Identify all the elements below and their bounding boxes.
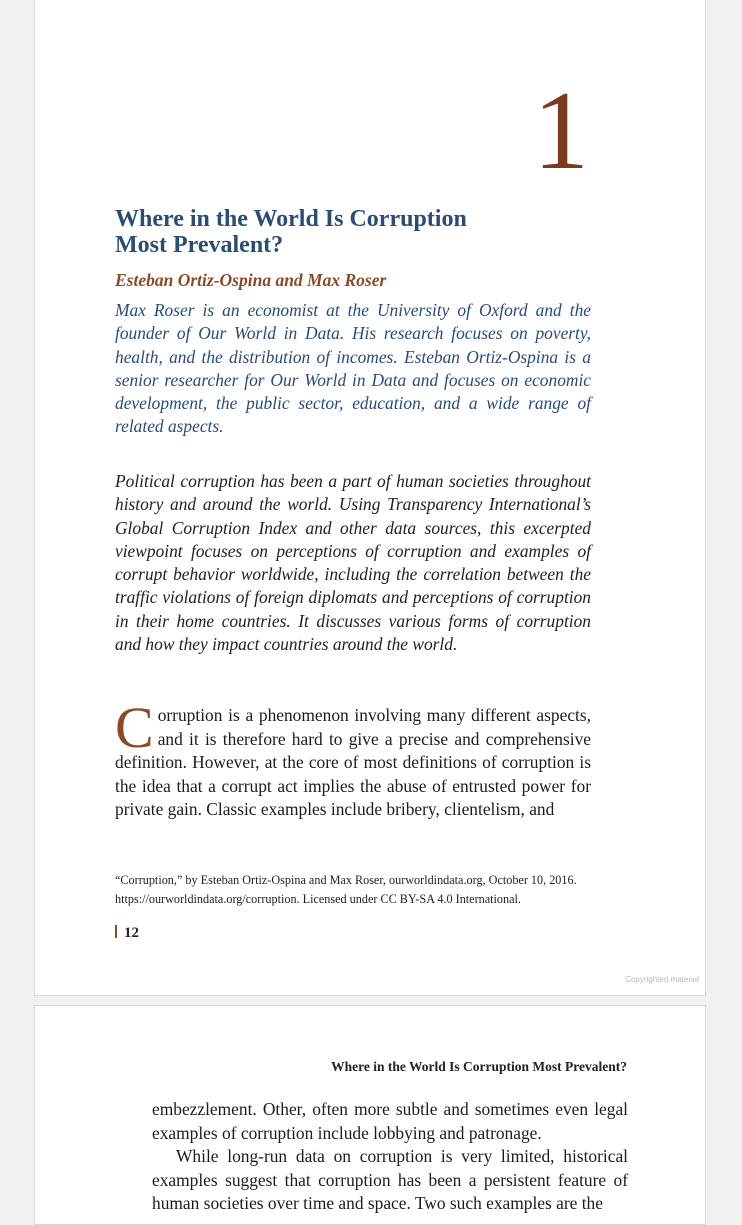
drop-cap: C bbox=[115, 695, 154, 760]
body-text: orruption is a phenomenon involving many different aspects, and it is therefore hard to give a precise and comprehensive definition. However, at the core of most definitions of corruption is the idea that a corrupt act implies the abuse of entrusted power for private gain. Classic examples include bribery, clientelism, and bbox=[115, 705, 591, 819]
chapter-title-line1: Where in the World Is Corruption bbox=[115, 206, 467, 232]
running-head: Where in the World Is Corruption Most Prevalent? bbox=[331, 1059, 627, 1074]
source-citation: “Corruption,” by Esteban Ortiz-Ospina and Max Roser, ourworldindata.org, October 10, 2016. https://ourworldindata.org/corruption. Licensed under CC BY-SA 4.0 International. bbox=[115, 873, 577, 906]
author-bio: Max Roser is an economist at the University of Oxford and the founder of Our World in Data. His research focuses on poverty, health, and the distribution of incomes. Esteban Ortiz-Ospina is a senior researcher for Our World in Data and focuses on economic development, the public sector, education, and a wide range of related aspects. bbox=[115, 300, 591, 437]
chapter-authors: Esteban Ortiz-Ospina and Max Roser bbox=[115, 270, 387, 290]
book-page-2 bbox=[34, 1005, 706, 1225]
page-number bbox=[115, 925, 139, 942]
copyright-watermark: Copyrighted material bbox=[625, 975, 699, 984]
chapter-title-line2: Most Prevalent? bbox=[115, 232, 284, 258]
page-number-bar bbox=[115, 925, 117, 938]
body-text-para1: embezzlement. Other, often more subtle and sometimes even legal examples of corruption include lobbying and patronage. bbox=[152, 1099, 628, 1143]
body-text-para2: While long-run data on corruption is very limited, historical examples suggest that corruption has been a persistent feature of human societies over time and space. Two such examples are the bbox=[152, 1146, 628, 1213]
book-page-1 bbox=[34, 0, 706, 996]
chapter-title bbox=[115, 206, 535, 258]
chapter-number: 1 bbox=[533, 69, 589, 193]
chapter-abstract: Political corruption has been a part of human societies throughout history and around the world. Using Transparency International’s Global Corruption Index and other data sources, this excerpted viewpoint focuses on perceptions of corruption and examples of corrupt behavior worldwide, including the correlation between the traffic violations of foreign diplomats and perceptions of corruption in their home countries. It discusses various forms of corruption and how they impact countries around the world. bbox=[115, 471, 591, 655]
body-paragraph bbox=[115, 695, 591, 822]
page-number-value: 12 bbox=[124, 925, 139, 941]
body-paragraph-continued bbox=[152, 1098, 628, 1216]
